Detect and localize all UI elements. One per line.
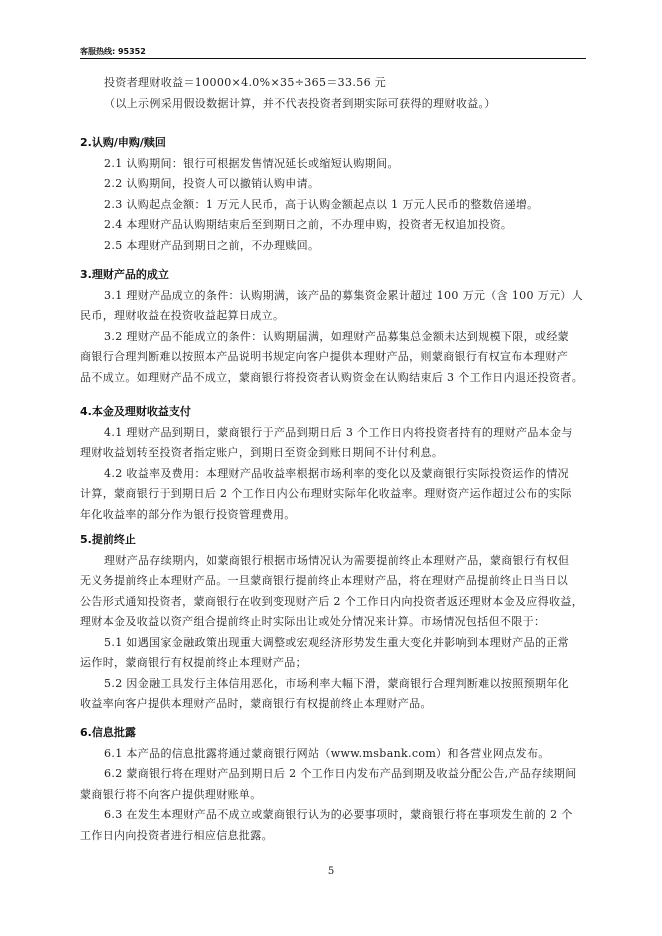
text-line: 理财产品存续期内，如蒙商银行根据市场情况认为需要提前终止本理财产品，蒙商银行有权但	[104, 553, 570, 567]
header-hotline: 客服热线: 95352	[80, 47, 146, 56]
section-heading: 3.理财产品的成立	[80, 268, 169, 281]
text-line: 2.2 认购期间，投资人可以撤销认购申请。	[104, 177, 320, 190]
section-2	[80, 265, 584, 388]
section-heading: 6.信息批露	[80, 726, 136, 739]
text-line: 2.5 本理财产品到期日之前，不办理赎回。	[104, 238, 320, 252]
text-line: 2.4 本理财产品认购期结束后至到期日之前，不办理申购，投资者无权追加投资。	[104, 218, 513, 231]
text-line: 理财收益划转至投资者指定账户，到期日至资金到账日期间不计付利息。	[80, 446, 444, 459]
text-line: 收益率向客户提供本理财产品时，蒙商银行有权提前终止本理财产品。	[80, 697, 432, 710]
text-line: 6.1 本产品的信息批露将通过蒙商银行网站（www.msbank.com）和各营业网点发布。	[104, 746, 550, 760]
text-line: 3.1 理财产品成立的条件：认购期满，该产品的募集资金累计超过 100 万元（含 100 万元）人	[104, 288, 584, 302]
text-line: 运作时，蒙商银行有权提前终止本理财产品；	[80, 656, 307, 669]
text-line: 计算，蒙商银行于到期日后 2 个工作日内公布理财实际年化收益率。理财资产运作超过公布的实际	[80, 487, 572, 500]
intro-paragraph	[80, 73, 550, 114]
text-line: 6.2 蒙商银行将在理财产品到期日后 2 个工作日内发布产品到期及收益分配公告,产品存续期间	[104, 767, 577, 780]
text-line: 品不成立。如理财产品不成立，蒙商银行将投资者认购资金在认购结束后 3 个工作日内退还投资者。	[80, 370, 584, 384]
text-line: 民币，理财收益在投资收益起算日成立。	[80, 309, 285, 322]
text-line: 2.3 认购起点金额：1 万元人民币，高于认购金额起点以 1 万元人民币的整数倍递增。	[104, 197, 539, 211]
section-3	[80, 402, 573, 525]
text-line: （以上示例采用假设数据计算，并不代表投资者到期实际可获得的理财收益。）	[104, 96, 496, 110]
text-line: 工作日内向投资者进行相应信息批露。	[80, 828, 273, 842]
section-1	[80, 133, 550, 256]
text-line: 公告形式通知投资者，蒙商银行在收到变现财产后 2 个工作日内向投资者返还理财本金及应得收益，	[80, 594, 584, 608]
text-line: 商银行合理判断难以按照本产品说明书规定向客户提供本理财产品，则蒙商银行有权宣布本理财产	[80, 350, 569, 363]
text-line: 无义务提前终止本理财产品。一旦蒙商银行提前终止本理财产品，将在理财产品提前终止日当日以	[80, 574, 569, 587]
page-number: 5	[327, 866, 335, 877]
text-line: 5.2 因金融工具发行主体信用恶化，市场利率大幅下滑，蒙商银行合理判断难以按照预期年化	[104, 676, 570, 690]
text-line: 3.2 理财产品不能成立的条件：认购期届满，如理财产品募集总金额未达到规模下限，或经蒙	[104, 329, 570, 343]
text-line: 2.1 认购期间：银行可根据发售情况延长或缩短认购期间。	[104, 156, 399, 170]
text-line: 年化收益率的部分作为银行投资管理费用。	[80, 507, 296, 521]
section-5	[80, 723, 577, 846]
text-line: 蒙商银行将不向客户提供理财账单。	[80, 787, 262, 801]
section-heading: 5.提前终止	[80, 533, 136, 546]
text-line: 理财本金及收益以资产组合提前终止时实际出让或处分情况来计算。市场情况包括但不限于：	[80, 615, 546, 628]
section-heading: 2.认购/申购/赎回	[80, 136, 166, 149]
section-4	[80, 530, 584, 715]
header-divider	[80, 58, 586, 59]
text-line: 5.1 如遇国家金融政策出现重大调整或宏观经济形势发生重大变化并影响到本理财产品的正常	[104, 635, 570, 649]
text-line: 4.2 收益率及费用：本理财产品收益率根据市场利率的变化以及蒙商银行实际投资运作的情况	[104, 466, 570, 480]
section-heading: 4.本金及理财收益支付	[80, 405, 191, 418]
text-line: 4.1 理财产品到期日，蒙商银行于产品到期日后 3 个工作日内将投资者持有的理财产品本金与	[104, 425, 573, 439]
text-line: 投资者理财收益＝10000×4.0%×35÷365＝33.56 元	[104, 76, 387, 89]
text-line: 6.3 在发生本理财产品不成立或蒙商银行认为的必要事项时，蒙商银行将在事项发生前的 2 个	[104, 808, 573, 821]
